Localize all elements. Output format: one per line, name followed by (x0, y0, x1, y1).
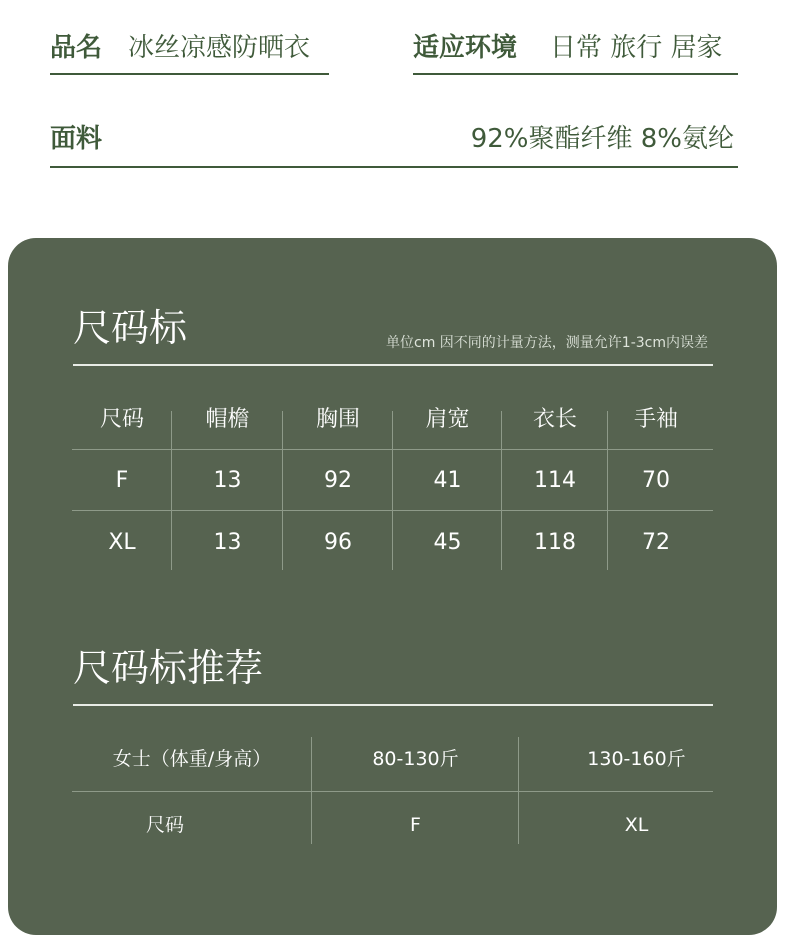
divider (50, 166, 738, 168)
fabric-value: 92%聚酯纤维 8%氨纶 (470, 124, 734, 154)
table-header-cell: 胸围 (315, 407, 360, 432)
size-panel (8, 238, 777, 935)
column-divider (501, 411, 502, 570)
column-divider (282, 411, 283, 570)
row-divider (72, 791, 713, 792)
table-cell: 96 (324, 530, 352, 555)
table-cell: 118 (534, 530, 576, 555)
recommend-cell: XL (624, 814, 649, 836)
column-divider (171, 411, 172, 570)
table-cell: 70 (642, 468, 670, 493)
column-divider (607, 411, 608, 570)
product-name-value: 冰丝凉感防晒衣 (128, 33, 311, 63)
table-cell: 45 (433, 530, 462, 555)
table-cell: 13 (213, 468, 242, 493)
table-cell: 41 (433, 468, 462, 493)
table-cell: 72 (642, 530, 670, 555)
product-name-label: 品名 (50, 33, 103, 63)
table-header-cell: 衣长 (532, 407, 577, 432)
table-cell: F (115, 468, 129, 493)
table-cell: 13 (213, 530, 242, 555)
size-chart-title: 尺码标 (73, 306, 188, 350)
column-divider (311, 737, 312, 844)
recommend-cell: 尺码 (145, 814, 184, 836)
column-divider (518, 737, 519, 844)
divider (50, 73, 329, 75)
recommend-title: 尺码标推荐 (73, 646, 264, 690)
table-header-cell: 手袖 (633, 407, 678, 432)
table-cell: XL (108, 530, 136, 555)
divider (413, 73, 738, 75)
environment-label: 适应环境 (413, 33, 518, 63)
table-header-cell: 帽檐 (205, 407, 250, 432)
size-chart-note: 单位cm 因不同的计量方法，测量允许1-3cm内误差 (386, 335, 708, 351)
table-cell: 114 (534, 468, 576, 493)
fabric-label: 面料 (50, 124, 103, 154)
recommend-cell: 130-160斤 (587, 748, 686, 770)
recommend-cell: 80-130斤 (372, 748, 459, 770)
column-divider (392, 411, 393, 570)
section-divider (73, 364, 713, 366)
environment-value: 日常 旅行 居家 (550, 33, 723, 63)
table-cell: 92 (324, 468, 352, 493)
section-divider (73, 704, 713, 706)
recommend-cell: 女士（体重/身高） (112, 748, 272, 770)
table-header-cell: 肩宽 (425, 407, 470, 432)
table-header-cell: 尺码 (99, 407, 144, 432)
recommend-cell: F (410, 814, 421, 836)
